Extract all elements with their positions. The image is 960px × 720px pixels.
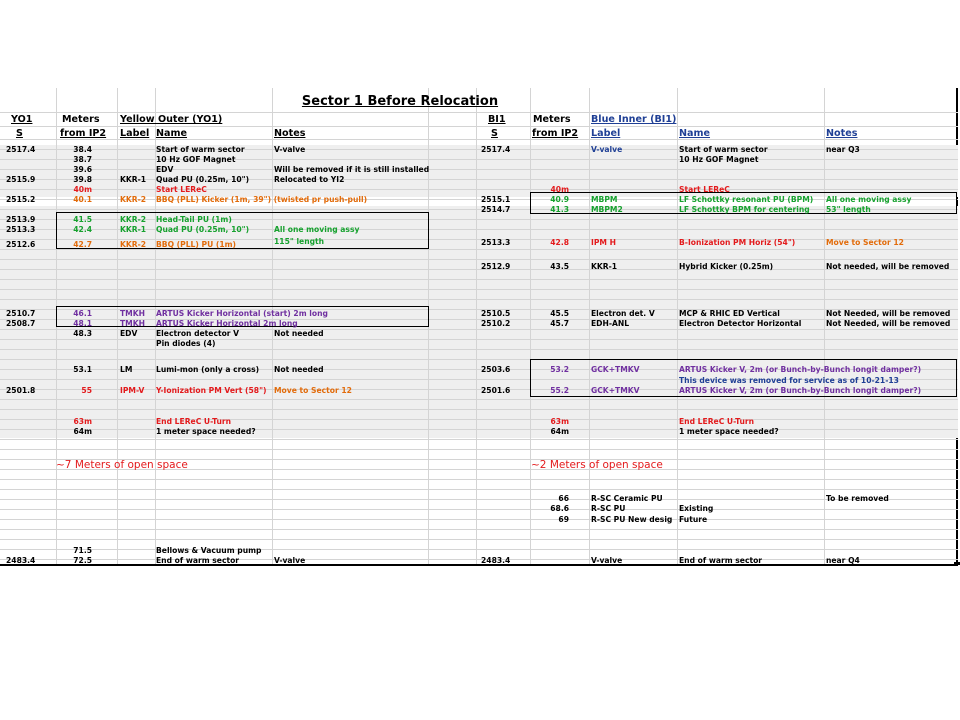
right-row-label: Electron det. V xyxy=(591,309,655,318)
right-row-meters: 40m xyxy=(550,185,569,194)
left-row-name: Pin diodes (4) xyxy=(156,339,216,348)
left-row-name: End LEReC U-Turn xyxy=(156,417,232,426)
left-row-notes: Relocated to YI2 xyxy=(274,175,345,184)
right-row-meters: 55.2 xyxy=(550,386,569,395)
left-row-label: KKR-1 xyxy=(120,225,147,234)
right-row-label: V-valve xyxy=(591,145,623,154)
left-col-name: Name xyxy=(156,128,188,139)
right-row-meters: 69 xyxy=(558,515,569,524)
right-row-name: Start LEReC xyxy=(679,185,730,194)
left-row-meters: 72.5 xyxy=(73,556,92,565)
left-row-label: KKR-1 xyxy=(120,175,147,184)
left-col-from: from IP2 xyxy=(60,128,107,139)
right-col-s: S xyxy=(491,128,498,139)
right-row-meters: 63m xyxy=(550,417,569,426)
left-open-space: ~7 Meters of open space xyxy=(56,459,188,471)
left-col-yo1: YO1 xyxy=(11,114,33,125)
right-row-meters: 64m xyxy=(550,427,569,436)
left-col-label: Label xyxy=(120,128,150,139)
right-row-label: IPM H xyxy=(591,238,616,247)
right-row-name: LF Schottky resonant PU (BPM) xyxy=(679,195,814,204)
right-row-name: B-Ionization PM Horiz (54") xyxy=(679,238,796,247)
right-row-name: End of warm sector xyxy=(679,556,763,565)
right-row-label: R-SC PU xyxy=(591,504,626,513)
left-row-meters: 63m xyxy=(73,417,92,426)
right-row-name: End LEReC U-Turn xyxy=(679,417,755,426)
right-row-label: EDH-ANL xyxy=(591,319,630,328)
right-row-name: ARTUS Kicker V, 2m (or Bunch-by-Bunch longit damper?) xyxy=(679,386,922,395)
right-row-name: 1 meter space needed? xyxy=(679,427,779,436)
right-row-meters: 66 xyxy=(558,494,569,503)
right-row-notes: 53" length xyxy=(826,205,871,214)
left-row-name: 10 Hz GOF Magnet xyxy=(156,155,236,164)
right-row-s: 2513.3 xyxy=(481,238,511,247)
left-row-label: KKR-2 xyxy=(120,195,147,204)
right-row-name: LF Schottky BPM for centering xyxy=(679,205,810,214)
right-row-meters: 43.5 xyxy=(550,262,569,271)
left-row-name: End of warm sector xyxy=(156,556,240,565)
left-row-label: KKR-2 xyxy=(120,215,147,224)
left-row-meters: 41.5 xyxy=(73,215,92,224)
left-row-meters: 42.4 xyxy=(73,225,92,234)
left-row-notes: Will be removed if it is still installed xyxy=(274,165,430,174)
left-row-name: Electron detector V xyxy=(156,329,240,338)
right-row-notes: Not Needed, will be removed xyxy=(826,319,951,328)
left-row-name: Start of warm sector xyxy=(156,145,245,154)
left-row-s: 2517.4 xyxy=(6,145,36,154)
left-section-title: Yellow Outer (YO1) xyxy=(120,114,223,125)
right-row-meters: 41.3 xyxy=(550,205,569,214)
left-row-name: ARTUS Kicker Horizontal (start) 2m long xyxy=(156,309,328,318)
left-row-label: TMKH xyxy=(120,319,145,328)
right-col-from: from IP2 xyxy=(532,128,579,139)
left-row-label: LM xyxy=(120,365,133,374)
right-row-meters: 68.6 xyxy=(550,504,569,513)
right-row-label: R-SC Ceramic PU xyxy=(591,494,663,503)
right-row-label: MBPM xyxy=(591,195,618,204)
left-row-label: KKR-2 xyxy=(120,240,147,249)
left-col-meters: Meters xyxy=(62,114,100,125)
left-row-name: Head-Tail PU (1m) xyxy=(156,215,232,224)
left-row-name: Quad PU (0.25m, 10") xyxy=(156,225,250,234)
left-row-s: 2512.6 xyxy=(6,240,36,249)
right-col-notes: Notes xyxy=(826,128,858,139)
right-row-label: R-SC PU New desig xyxy=(591,515,673,524)
right-row-name: ARTUS Kicker V, 2m (or Bunch-by-Bunch longit damper?) xyxy=(679,365,922,374)
left-row-meters: 48.1 xyxy=(73,319,92,328)
right-row-s: 2517.4 xyxy=(481,145,511,154)
right-row-name: This device was removed for service as of 10-21-13 xyxy=(679,376,899,385)
right-row-notes: To be removed xyxy=(826,494,889,503)
right-row-s: 2503.6 xyxy=(481,365,511,374)
right-row-notes: near Q3 xyxy=(826,145,860,154)
left-row-label: IPM-V xyxy=(120,386,145,395)
right-row-label: KKR-1 xyxy=(591,262,618,271)
right-row-meters: 45.5 xyxy=(550,309,569,318)
left-row-name: EDV xyxy=(156,165,174,174)
right-row-label: GCK+TMKV xyxy=(591,365,640,374)
left-row-notes: All one moving assy xyxy=(274,225,360,234)
right-row-name: Future xyxy=(679,515,708,524)
left-row-notes: Not needed xyxy=(274,365,324,374)
left-row-meters: 55 xyxy=(81,386,92,395)
right-row-label: MBPM2 xyxy=(591,205,623,214)
left-row-s: 2510.7 xyxy=(6,309,36,318)
right-col-label: Label xyxy=(591,128,621,139)
right-row-label: V-valve xyxy=(591,556,623,565)
left-row-meters: 40.1 xyxy=(73,195,92,204)
right-section-title: Blue Inner (BI1) xyxy=(591,114,677,125)
left-row-name: BBQ (PLL) Kicker (1m, 39") (twisted pr push-pull) xyxy=(156,195,368,204)
right-row-s: 2483.4 xyxy=(481,556,511,565)
left-row-meters: 39.6 xyxy=(73,165,92,174)
right-row-s: 2515.1 xyxy=(481,195,511,204)
left-row-meters: 42.7 xyxy=(73,240,92,249)
left-row-notes: V-valve xyxy=(274,556,306,565)
right-col-name: Name xyxy=(679,128,711,139)
left-row-name: BBQ (PLL) PU (1m) xyxy=(156,240,237,249)
right-col-meters: Meters xyxy=(533,114,571,125)
left-row-name: Lumi-mon (only a cross) xyxy=(156,365,260,374)
sheet-title: Sector 1 Before Relocation xyxy=(301,94,499,109)
left-row-notes: V-valve xyxy=(274,145,306,154)
left-row-meters: 39.8 xyxy=(73,175,92,184)
left-row-s: 2501.8 xyxy=(6,386,36,395)
right-row-notes: Not Needed, will be removed xyxy=(826,309,951,318)
right-row-name: 10 Hz GOF Magnet xyxy=(679,155,759,164)
right-row-s: 2510.2 xyxy=(481,319,511,328)
left-row-meters: 38.4 xyxy=(73,145,92,154)
left-row-notes: Move to Sector 12 xyxy=(274,386,352,395)
right-row-meters: 53.2 xyxy=(550,365,569,374)
left-row-meters: 53.1 xyxy=(73,365,92,374)
left-row-name: Quad PU (0.25m, 10") xyxy=(156,175,250,184)
left-row-meters: 64m xyxy=(73,427,92,436)
left-row-s: 2508.7 xyxy=(6,319,36,328)
right-row-s: 2514.7 xyxy=(481,205,511,214)
right-row-label: GCK+TMKV xyxy=(591,386,640,395)
left-row-s: 2515.9 xyxy=(6,175,36,184)
sheet-edge-mark xyxy=(954,562,960,565)
right-row-name: Start of warm sector xyxy=(679,145,768,154)
left-row-name: ARTUS Kicker Horizontal 2m long xyxy=(156,319,298,328)
left-row-label: TMKH xyxy=(120,309,145,318)
right-row-notes: Not needed, will be removed xyxy=(826,262,950,271)
left-row-meters: 38.7 xyxy=(73,155,92,164)
right-row-s: 2512.9 xyxy=(481,262,511,271)
right-row-notes: All one moving assy xyxy=(826,195,912,204)
right-row-s: 2501.6 xyxy=(481,386,511,395)
left-row-s: 2513.9 xyxy=(6,215,36,224)
right-row-name: Hybrid Kicker (0.25m) xyxy=(679,262,774,271)
left-row-s: 2483.4 xyxy=(6,556,36,565)
right-row-name: MCP & RHIC ED Vertical xyxy=(679,309,780,318)
right-row-meters: 40.9 xyxy=(550,195,569,204)
left-row-label: EDV xyxy=(120,329,138,338)
spreadsheet xyxy=(0,88,958,566)
right-col-bi1: BI1 xyxy=(488,114,506,125)
right-open-space: ~2 Meters of open space xyxy=(531,459,663,471)
right-row-notes: Move to Sector 12 xyxy=(826,238,904,247)
left-row-s: 2513.3 xyxy=(6,225,36,234)
left-row-notes: 115" length xyxy=(274,237,325,246)
right-row-name: Electron Detector Horizontal xyxy=(679,319,802,328)
left-row-meters: 48.3 xyxy=(73,329,92,338)
left-row-name: Bellows & Vacuum pump xyxy=(156,546,262,555)
left-row-name: Y-Ionization PM Vert (58") xyxy=(156,386,267,395)
left-row-name: Start LEReC xyxy=(156,185,207,194)
left-row-s: 2515.2 xyxy=(6,195,36,204)
left-row-name: 1 meter space needed? xyxy=(156,427,256,436)
left-row-meters: 40m xyxy=(73,185,92,194)
right-row-meters: 42.8 xyxy=(550,238,569,247)
left-col-notes: Notes xyxy=(274,128,306,139)
left-row-meters: 71.5 xyxy=(73,546,92,555)
left-col-s: S xyxy=(16,128,23,139)
right-row-name: Existing xyxy=(679,504,714,513)
left-row-notes: Not needed xyxy=(274,329,324,338)
right-row-s: 2510.5 xyxy=(481,309,511,318)
right-row-meters: 45.7 xyxy=(550,319,569,328)
right-row-notes: near Q4 xyxy=(826,556,860,565)
left-row-meters: 46.1 xyxy=(73,309,92,318)
